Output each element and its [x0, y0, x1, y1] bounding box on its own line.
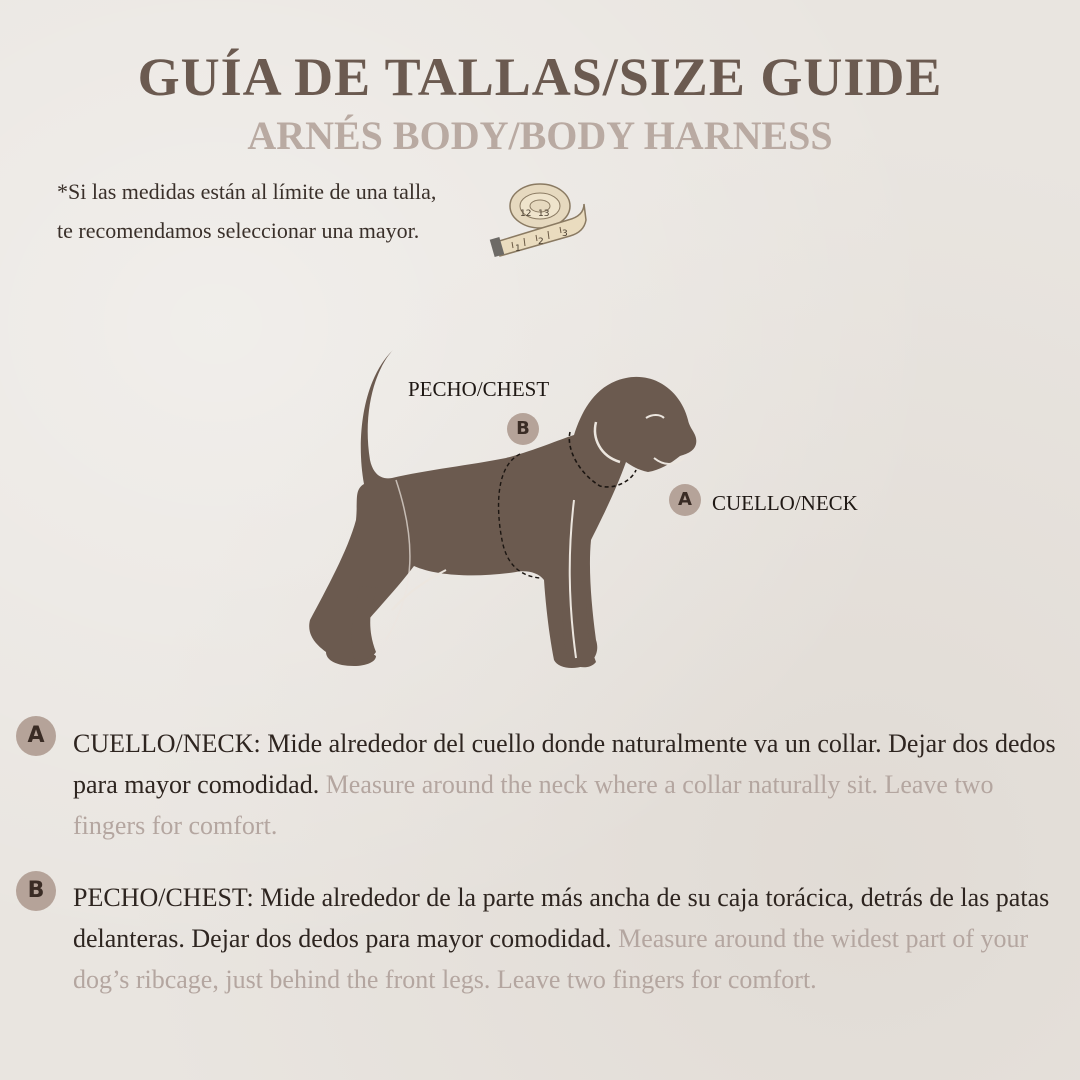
svg-text:13: 13 — [538, 209, 550, 219]
svg-text:1: 1 — [515, 244, 521, 254]
instruction-badge-a: A — [16, 716, 56, 756]
chest-label: PECHO/CHEST — [408, 377, 550, 401]
sizing-note: *Si las medidas están al límite de una talla, te recomendamos seleccionar una mayor. — [57, 179, 437, 243]
instruction-badge-b: B — [16, 871, 56, 911]
neck-instruction-en: Measure around the neck where a collar naturally sit. Leave two fingers for comfort. — [73, 770, 994, 840]
chest-badge: B — [507, 413, 539, 445]
neck-instruction — [73, 723, 1068, 846]
page-title: GUÍA DE TALLAS/SIZE GUIDE — [137, 47, 943, 107]
neck-instruction-es: CUELLO/NECK: Mide alrededor del cuello donde naturalmente va un collar. Dejar dos dedos para mayor comodidad. — [73, 729, 1056, 799]
svg-text:3: 3 — [562, 229, 568, 239]
chest-instruction-en: Measure around the widest part of your dog’s ribcage, just behind the front legs. Leave two fingers for comfort. — [73, 924, 1029, 994]
svg-text:12: 12 — [520, 209, 532, 219]
page-subtitle: ARNÉS BODY/BODY HARNESS — [247, 113, 833, 158]
svg-text:2: 2 — [538, 237, 544, 247]
chest-instruction-es: PECHO/CHEST: Mide alrededor de la parte más ancha de su caja torácica, detrás de las patas delanteras. Dejar dos dedos para mayor comodidad. — [73, 883, 1050, 953]
neck-badge: A — [669, 484, 701, 516]
neck-label: CUELLO/NECK — [712, 491, 858, 515]
measuring-tape-icon — [488, 176, 592, 265]
chest-instruction — [73, 877, 1068, 1000]
